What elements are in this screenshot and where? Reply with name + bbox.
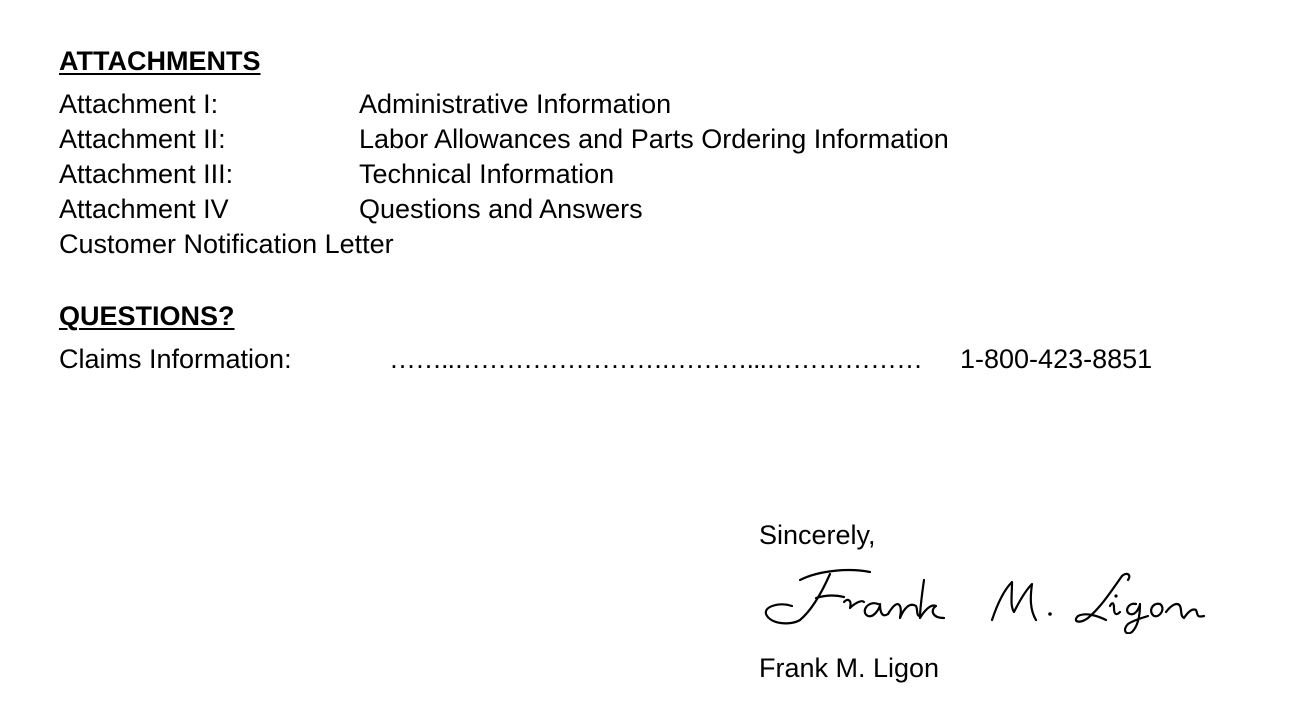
questions-heading: QUESTIONS? (59, 301, 235, 331)
customer-notification-letter: Customer Notification Letter (59, 229, 394, 259)
attachment-value: Administrative Information (359, 89, 672, 119)
attachment-value: Questions and Answers (359, 194, 643, 224)
claims-label: Claims Information: (59, 344, 292, 374)
attachment-value: Labor Allowances and Parts Ordering Information (359, 124, 949, 154)
attachments-heading: ATTACHMENTS (59, 46, 261, 76)
signature-image (760, 562, 1220, 634)
attachment-label: Attachment IV (59, 194, 229, 224)
claims-phone: 1-800-423-8851 (960, 344, 1153, 374)
attachment-label: Attachment III: (59, 159, 234, 189)
attachment-value: Technical Information (359, 159, 615, 189)
attachment-label: Attachment II: (59, 124, 226, 154)
salutation: Sincerely, (759, 520, 876, 550)
attachment-label: Attachment I: (59, 89, 219, 119)
dot-leader: ……..…………………….………...……………… (389, 344, 923, 374)
signer-name: Frank M. Ligon (759, 653, 940, 683)
